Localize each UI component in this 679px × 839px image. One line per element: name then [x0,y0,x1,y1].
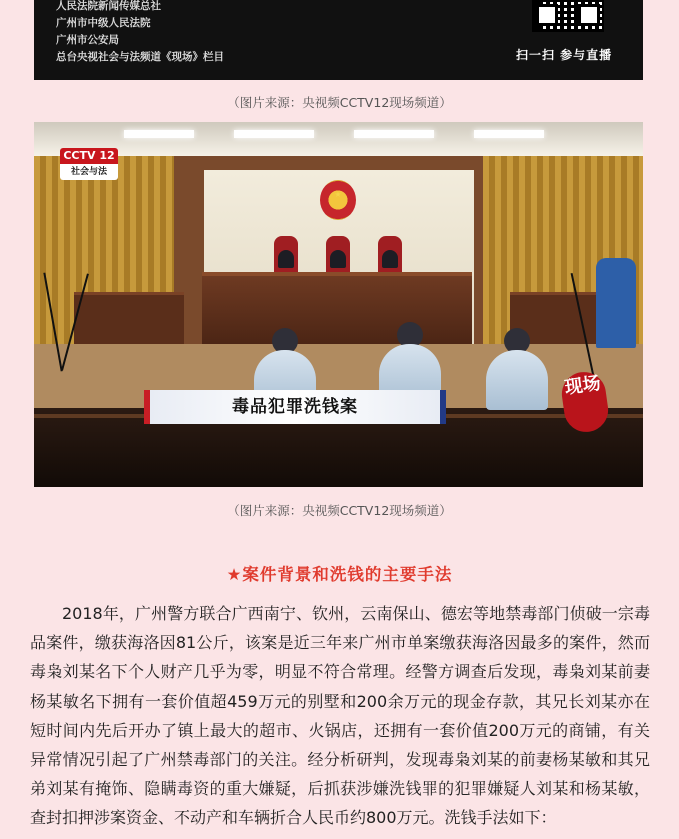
judges-bench [202,272,472,348]
banner-credit-line: 广州市公安局 [56,34,119,46]
ceiling-light [474,130,544,138]
channel-name-text: 社会与法 [70,167,107,177]
scan-to-join-label: 扫一扫 参与直播 [516,48,613,62]
judge-figure [278,250,294,268]
cctv12-logo-text: CCTV 12 [60,148,118,164]
image-caption: （图片来源：央视频CCTV12现场频道） [227,95,452,110]
cctv12-logo [60,148,118,180]
ceiling-light [354,130,434,138]
qr-code-icon[interactable] [532,0,604,32]
banner-credit-line: 人民法院新闻传媒总社 [56,0,161,12]
camera-operator [596,258,636,348]
banner-credit-line: 广州市中级人民法院 [56,17,151,29]
xianchang-badge-logo: 现场 [559,369,611,435]
banner-credit-line: 总台央视社会与法频道《现场》栏目 [56,51,224,63]
judge-figure [382,250,398,268]
ceiling-light [234,130,314,138]
judge-figure [330,250,346,268]
national-emblem-icon [320,180,356,220]
image-caption: （图片来源：央视频CCTV12现场频道） [227,503,452,518]
lower-third-text: 毒品犯罪洗钱案 [232,397,358,417]
banner-credits [56,0,224,66]
defendant-figure [486,350,548,410]
ceiling-light [124,130,194,138]
section-title: ★案件背景和洗钱的主要手法 [226,565,453,584]
lower-third-caption [144,390,446,424]
ceiling [34,122,643,156]
article-paragraph: 2018年，广州警方联合广西南宁、钦州，云南保山、德宏等地禁毒部门侦破一宗毒品案件，缴获海洛因81公斤，该案是近三年来广州市单案缴获海洛因最多的案件，然而毒枭刘某名下个人财产几乎为零，明显不符合常理。经警方调查后发现，毒枭刘某前妻杨某敏名下拥有一套价值超459万元的别墅和200余万元的现金存款，其兄长刘某亦在短时间内先后开办了镇上最大的超市、火锅店，还拥有一套价值200万元的商铺，有关异常情况引起了广州禁毒部门的关注。经分析研判，发现毒枭刘某的前妻杨某敏和其兄弟刘某有掩饰、隐瞒毒资的重大嫌疑，后抓获涉嫌洗钱罪的犯罪嫌疑人刘某和杨某敏，查封扣押涉案资金、不动产和车辆折合人民币约800万元。洗钱手法如下： [30,604,650,828]
live-banner-image [34,0,643,80]
courtroom-video-image[interactable] [34,122,643,487]
emblem-stars-icon: ★ [334,190,342,199]
side-desk-left [74,292,184,347]
